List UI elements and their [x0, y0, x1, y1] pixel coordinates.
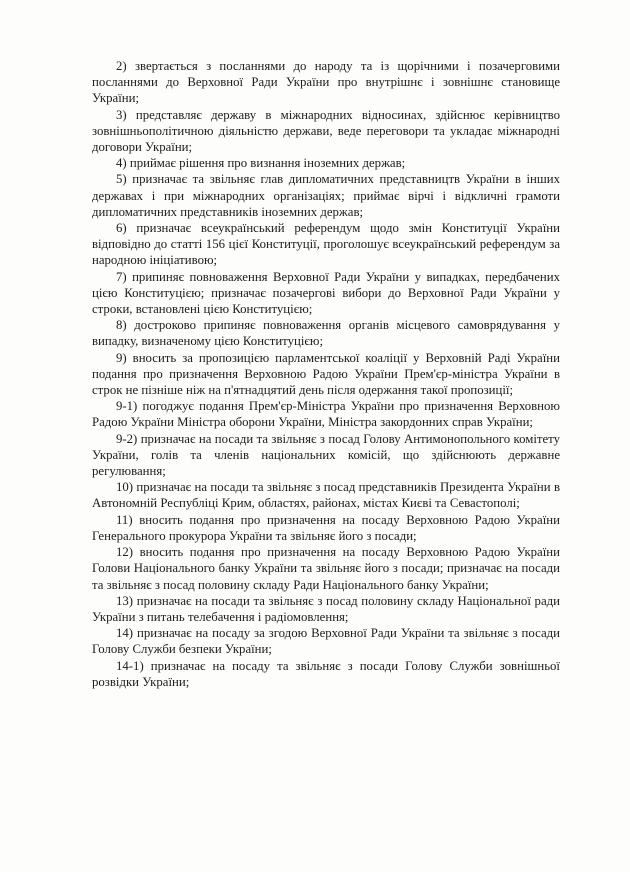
paragraph-12: 12) вносить подання про призначення на посаду Верховною Радою України Голови Національного банку України та звільняє його з посади; призначає на посади та звільняє з посад половину складу Ради Національного банку України; [92, 545, 560, 592]
paragraph-10: 10) призначає на посади та звільняє з посад представників Президента України в Автономній Республіці Крим, областях, районах, містах Києві та Севастополі; [92, 480, 560, 511]
paragraph-5: 5) призначає та звільняє глав дипломатичних представництв України в інших державах і при міжнародних організаціях; приймає вірчі і відкличні грамоти дипломатичних представників іноземних держав; [92, 172, 560, 219]
paragraph-9: 9) вносить за пропозицією парламентської коаліції у Верховній Раді України подання про призначення Верховною Радою України Прем'єр-міністра України в строк не пізніше ніж на п'ятнадцятий день після одержання такої пропозиції; [92, 350, 560, 398]
paragraph-8: 8) достроково припиняє повноваження органів місцевого самоврядування у випадку, визначеному цією Конституцією; [92, 318, 560, 349]
paragraph-14: 14) призначає на посаду за згодою Верховної Ради України та звільняє з посади Голову Служби безпеки України; [92, 626, 560, 657]
paragraph-9-2: 9-2) призначає на посади та звільняє з посад Голову Антимонопольного комітету України, голів та членів національних комісій, що здійснюють державне регулювання; [92, 431, 560, 479]
paragraph-9-1: 9-1) погоджує подання Прем'єр-Міністра України про призначення Верховною Радою України Міністра оборони України, Міністра закордонних справ України; [92, 399, 560, 430]
paragraph-3: 3) представляє державу в міжнародних відносинах, здійснює керівництво зовнішньополітичною діяльністю держави, веде переговори та укладає міжнародні договори України; [92, 107, 560, 155]
paragraph-14-1: 14-1) призначає на посаду та звільняє з посади Голову Служби зовнішньої розвідки України; [92, 658, 560, 689]
document-body [92, 58, 560, 690]
paragraph-4: 4) приймає рішення про визнання іноземних держав; [116, 156, 406, 171]
paragraph-13: 13) призначає на посади та звільняє з посад половину складу Національної ради України з питань телебачення і радіомовлення; [92, 593, 560, 624]
paragraph-11: 11) вносить подання про призначення на посаду Верховною Радою України Генерального прокурора України та звільняє його з посади; [92, 512, 560, 543]
paragraph-7: 7) припиняє повноваження Верховної Ради України у випадках, передбачених цією Конституцією; призначає позачергові вибори до Верховної Ради України у строки, встановлені цією Конституцією; [92, 269, 560, 317]
paragraph-2: 2) звертається з посланнями до народу та із щорічними і позачерговими посланнями до Верховної Ради України про внутрішнє і зовнішнє становище України; [92, 59, 560, 106]
paragraph-6: 6) призначає всеукраїнський референдум щодо змін Конституції України відповідно до статті 156 цієї Конституції, проголошує всеукраїнський референдум за народною ініціативою; [92, 221, 560, 268]
